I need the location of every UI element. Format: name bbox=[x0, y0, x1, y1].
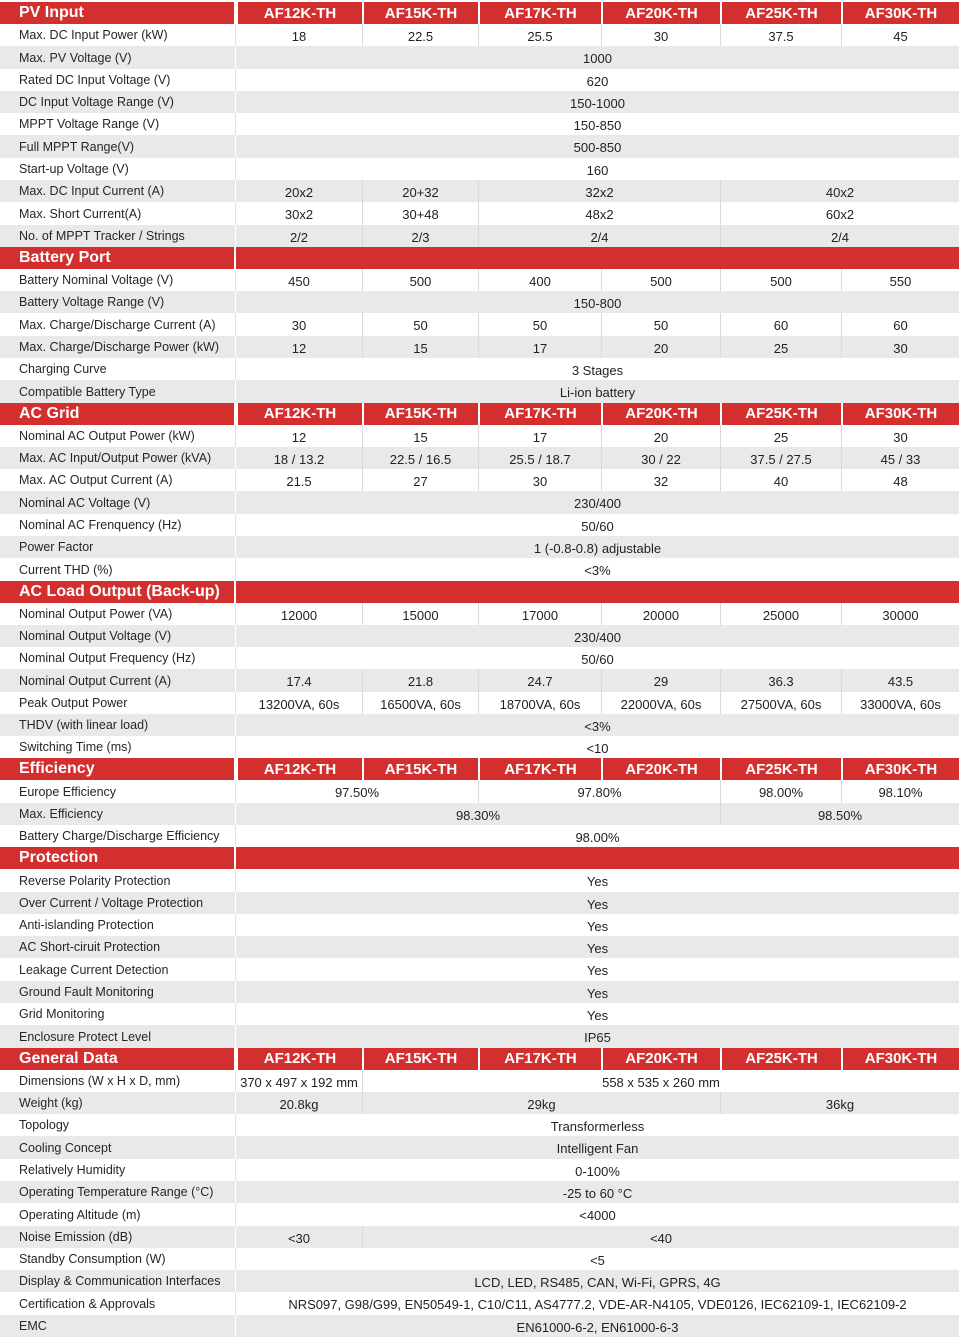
table-cell: <4000 bbox=[236, 1203, 959, 1226]
row-label: Weight (kg) bbox=[0, 1092, 236, 1114]
table-row bbox=[0, 647, 959, 669]
row-label: Max. PV Voltage (V) bbox=[0, 46, 236, 69]
table-row bbox=[0, 1181, 959, 1203]
row-label: Over Current / Voltage Protection bbox=[0, 892, 236, 914]
table-cell: 30 bbox=[601, 24, 720, 46]
section-title: Protection bbox=[0, 847, 236, 869]
table-row bbox=[0, 603, 959, 625]
row-label: Leakage Current Detection bbox=[0, 958, 236, 981]
row-label: Battery Voltage Range (V) bbox=[0, 291, 236, 313]
table-cell: LCD, LED, RS485, CAN, Wi-Fi, GPRS, 4G bbox=[236, 1270, 959, 1292]
table-cell: Yes bbox=[236, 981, 959, 1003]
table-cell: 150-850 bbox=[236, 113, 959, 135]
table-cell: 370 x 497 x 192 mm bbox=[236, 1070, 362, 1092]
table-cell: 20+32 bbox=[362, 180, 478, 202]
row-label: Max. Short Current(A) bbox=[0, 202, 236, 225]
table-cell: 20000 bbox=[601, 603, 720, 625]
model-header-af15k-th: AF15K-TH bbox=[362, 2, 478, 24]
table-cell: 500 bbox=[720, 269, 841, 291]
table-cell: Yes bbox=[236, 1003, 959, 1025]
model-header-af17k-th: AF17K-TH bbox=[478, 2, 601, 24]
table-cell: 18700VA, 60s bbox=[478, 692, 601, 714]
table-cell: 2/3 bbox=[362, 225, 478, 247]
model-header-af25k-th: AF25K-TH bbox=[720, 758, 841, 780]
table-cell: 25.5 bbox=[478, 24, 601, 46]
row-label: Display & Communication Interfaces bbox=[0, 1270, 236, 1292]
table-cell: 230/400 bbox=[236, 491, 959, 514]
row-label: Max. DC Input Power (kW) bbox=[0, 24, 236, 46]
table-row bbox=[0, 558, 959, 581]
table-cell: 620 bbox=[236, 69, 959, 91]
table-row bbox=[0, 1025, 959, 1048]
section-header-fill bbox=[236, 847, 959, 869]
table-cell: 98.30% bbox=[236, 803, 720, 825]
table-cell: 22.5 / 16.5 bbox=[362, 447, 478, 469]
row-label: Operating Temperature Range (°C) bbox=[0, 1181, 236, 1203]
row-label: Peak Output Power bbox=[0, 692, 236, 714]
table-cell: 500-850 bbox=[236, 135, 959, 158]
table-cell: 18 / 13.2 bbox=[236, 447, 362, 469]
table-cell: 25.5 / 18.7 bbox=[478, 447, 601, 469]
table-cell: 550 bbox=[841, 269, 959, 291]
table-row bbox=[0, 714, 959, 736]
table-cell: 27500VA, 60s bbox=[720, 692, 841, 714]
table-row bbox=[0, 1226, 959, 1248]
table-cell: 30 bbox=[841, 425, 959, 447]
table-cell: 32 bbox=[601, 469, 720, 491]
table-row bbox=[0, 869, 959, 892]
table-cell: <10 bbox=[236, 736, 959, 758]
table-cell: 45 / 33 bbox=[841, 447, 959, 469]
row-label: EMC bbox=[0, 1315, 236, 1337]
section-title: AC Load Output (Back-up) bbox=[0, 581, 236, 603]
table-cell: 12 bbox=[236, 336, 362, 358]
section-title: PV Input bbox=[0, 2, 236, 24]
table-cell: 160 bbox=[236, 158, 959, 180]
row-label: Standby Consumption (W) bbox=[0, 1248, 236, 1270]
table-cell: 60 bbox=[720, 313, 841, 336]
table-row bbox=[0, 1092, 959, 1114]
table-cell: 37.5 / 27.5 bbox=[720, 447, 841, 469]
model-header-af20k-th: AF20K-TH bbox=[601, 403, 720, 425]
table-cell: 43.5 bbox=[841, 669, 959, 692]
row-label: MPPT Voltage Range (V) bbox=[0, 113, 236, 135]
table-cell: 97.50% bbox=[236, 780, 478, 803]
model-header-af30k-th: AF30K-TH bbox=[841, 758, 959, 780]
table-cell: 36.3 bbox=[720, 669, 841, 692]
section-header-ac-load-output-back-up bbox=[0, 581, 959, 603]
table-row bbox=[0, 380, 959, 403]
table-cell: 37.5 bbox=[720, 24, 841, 46]
section-header-fill bbox=[236, 247, 959, 269]
table-row bbox=[0, 291, 959, 313]
section-title: General Data bbox=[0, 1048, 236, 1070]
table-cell: 30000 bbox=[841, 603, 959, 625]
table-cell: 17 bbox=[478, 336, 601, 358]
table-row bbox=[0, 1203, 959, 1226]
model-header-af17k-th: AF17K-TH bbox=[478, 403, 601, 425]
section-header-general-data bbox=[0, 1048, 959, 1070]
table-cell: 21.5 bbox=[236, 469, 362, 491]
table-cell: <3% bbox=[236, 714, 959, 736]
table-cell: 45 bbox=[841, 24, 959, 46]
table-cell: 30 bbox=[841, 336, 959, 358]
table-row bbox=[0, 225, 959, 247]
table-cell: 1 (-0.8-0.8) adjustable bbox=[236, 536, 959, 558]
table-cell: <3% bbox=[236, 558, 959, 581]
table-cell: 400 bbox=[478, 269, 601, 291]
table-cell: 30x2 bbox=[236, 202, 362, 225]
table-cell: 25000 bbox=[720, 603, 841, 625]
table-cell: 50 bbox=[601, 313, 720, 336]
table-cell: 15 bbox=[362, 425, 478, 447]
table-cell: 15 bbox=[362, 336, 478, 358]
model-header-af30k-th: AF30K-TH bbox=[841, 1048, 959, 1070]
table-cell: 98.00% bbox=[236, 825, 959, 847]
table-row bbox=[0, 1136, 959, 1159]
table-row bbox=[0, 425, 959, 447]
row-label: Max. AC Input/Output Power (kVA) bbox=[0, 447, 236, 469]
table-cell: Yes bbox=[236, 869, 959, 892]
table-cell: 33000VA, 60s bbox=[841, 692, 959, 714]
table-cell: 25 bbox=[720, 425, 841, 447]
table-cell: 17 bbox=[478, 425, 601, 447]
table-cell: 12000 bbox=[236, 603, 362, 625]
row-label: Nominal Output Voltage (V) bbox=[0, 625, 236, 647]
table-row bbox=[0, 1159, 959, 1181]
row-label: Nominal Output Frequency (Hz) bbox=[0, 647, 236, 669]
table-cell: 20x2 bbox=[236, 180, 362, 202]
table-row bbox=[0, 336, 959, 358]
model-header-af12k-th: AF12K-TH bbox=[236, 758, 362, 780]
table-cell: 98.50% bbox=[720, 803, 959, 825]
row-label: Max. AC Output Current (A) bbox=[0, 469, 236, 491]
row-label: Max. Efficiency bbox=[0, 803, 236, 825]
row-label: Rated DC Input Voltage (V) bbox=[0, 69, 236, 91]
model-header-af20k-th: AF20K-TH bbox=[601, 1048, 720, 1070]
model-header-af15k-th: AF15K-TH bbox=[362, 758, 478, 780]
section-header-battery-port bbox=[0, 247, 959, 269]
row-label: Ground Fault Monitoring bbox=[0, 981, 236, 1003]
model-header-af15k-th: AF15K-TH bbox=[362, 403, 478, 425]
table-cell: 50 bbox=[478, 313, 601, 336]
table-cell: 17.4 bbox=[236, 669, 362, 692]
table-row bbox=[0, 202, 959, 225]
table-row bbox=[0, 1003, 959, 1025]
row-label: Operating Altitude (m) bbox=[0, 1203, 236, 1226]
model-header-af20k-th: AF20K-TH bbox=[601, 758, 720, 780]
model-header-af20k-th: AF20K-TH bbox=[601, 2, 720, 24]
row-label: Reverse Polarity Protection bbox=[0, 869, 236, 892]
row-label: Nominal AC Output Power (kW) bbox=[0, 425, 236, 447]
table-row bbox=[0, 113, 959, 135]
table-cell: 25 bbox=[720, 336, 841, 358]
table-row bbox=[0, 24, 959, 46]
row-label: Power Factor bbox=[0, 536, 236, 558]
table-cell: 98.10% bbox=[841, 780, 959, 803]
section-header-ac-grid bbox=[0, 403, 959, 425]
row-label: Current THD (%) bbox=[0, 558, 236, 581]
table-row bbox=[0, 825, 959, 847]
table-cell: 24.7 bbox=[478, 669, 601, 692]
section-header-protection bbox=[0, 847, 959, 869]
table-row bbox=[0, 736, 959, 758]
table-cell: 40x2 bbox=[720, 180, 959, 202]
section-title: AC Grid bbox=[0, 403, 236, 425]
row-label: Switching Time (ms) bbox=[0, 736, 236, 758]
table-cell: Yes bbox=[236, 958, 959, 981]
table-cell: 3 Stages bbox=[236, 358, 959, 380]
table-cell: 12 bbox=[236, 425, 362, 447]
model-header-af25k-th: AF25K-TH bbox=[720, 403, 841, 425]
table-cell: 13200VA, 60s bbox=[236, 692, 362, 714]
section-title: Battery Port bbox=[0, 247, 236, 269]
table-cell: 2/2 bbox=[236, 225, 362, 247]
table-cell: <40 bbox=[362, 1226, 959, 1248]
table-row bbox=[0, 1270, 959, 1292]
table-cell: Intelligent Fan bbox=[236, 1136, 959, 1159]
row-label: Enclosure Protect Level bbox=[0, 1025, 236, 1048]
table-cell: 60 bbox=[841, 313, 959, 336]
model-header-af17k-th: AF17K-TH bbox=[478, 1048, 601, 1070]
table-cell: 500 bbox=[601, 269, 720, 291]
row-label: THDV (with linear load) bbox=[0, 714, 236, 736]
table-row bbox=[0, 625, 959, 647]
row-label: Certification & Approvals bbox=[0, 1292, 236, 1315]
table-row bbox=[0, 669, 959, 692]
table-row bbox=[0, 69, 959, 91]
row-label: Compatible Battery Type bbox=[0, 380, 236, 403]
table-cell: 30+48 bbox=[362, 202, 478, 225]
table-cell: Li-ion battery bbox=[236, 380, 959, 403]
section-header-pv-input bbox=[0, 2, 959, 24]
row-label: Max. Charge/Discharge Current (A) bbox=[0, 313, 236, 336]
model-header-af30k-th: AF30K-TH bbox=[841, 2, 959, 24]
row-label: Max. DC Input Current (A) bbox=[0, 180, 236, 202]
row-label: Nominal AC Frenquency (Hz) bbox=[0, 514, 236, 536]
table-cell: <30 bbox=[236, 1226, 362, 1248]
section-header-fill bbox=[236, 581, 959, 603]
table-cell: 60x2 bbox=[720, 202, 959, 225]
table-row bbox=[0, 1114, 959, 1136]
table-cell: 150-1000 bbox=[236, 91, 959, 113]
table-cell: 30 bbox=[236, 313, 362, 336]
table-row bbox=[0, 180, 959, 202]
table-row bbox=[0, 1292, 959, 1315]
table-cell: 48x2 bbox=[478, 202, 720, 225]
table-cell: NRS097, G98/G99, EN50549-1, C10/C11, AS4777.2, VDE-AR-N4105, VDE0126, IEC62109-1, IEC62109-2 bbox=[236, 1292, 959, 1315]
table-cell: Yes bbox=[236, 892, 959, 914]
table-row bbox=[0, 780, 959, 803]
row-label: Battery Nominal Voltage (V) bbox=[0, 269, 236, 291]
table-row bbox=[0, 313, 959, 336]
table-cell: 50/60 bbox=[236, 514, 959, 536]
table-row bbox=[0, 135, 959, 158]
table-cell: EN61000-6-2, EN61000-6-3 bbox=[236, 1315, 959, 1337]
row-label: Relatively Humidity bbox=[0, 1159, 236, 1181]
model-header-af12k-th: AF12K-TH bbox=[236, 403, 362, 425]
table-row bbox=[0, 469, 959, 491]
table-cell: 18 bbox=[236, 24, 362, 46]
row-label: Anti-islanding Protection bbox=[0, 914, 236, 936]
section-header-efficiency bbox=[0, 758, 959, 780]
row-label: Full MPPT Range(V) bbox=[0, 135, 236, 158]
table-cell: 32x2 bbox=[478, 180, 720, 202]
table-cell: 21.8 bbox=[362, 669, 478, 692]
table-row bbox=[0, 91, 959, 113]
section-title: Efficiency bbox=[0, 758, 236, 780]
table-row bbox=[0, 514, 959, 536]
row-label: Nominal Output Current (A) bbox=[0, 669, 236, 692]
table-cell: 20 bbox=[601, 425, 720, 447]
table-cell: 150-800 bbox=[236, 291, 959, 313]
row-label: Nominal Output Power (VA) bbox=[0, 603, 236, 625]
model-header-af17k-th: AF17K-TH bbox=[478, 758, 601, 780]
table-cell: Yes bbox=[236, 914, 959, 936]
model-header-af15k-th: AF15K-TH bbox=[362, 1048, 478, 1070]
table-cell: 36kg bbox=[720, 1092, 959, 1114]
row-label: Europe Efficiency bbox=[0, 780, 236, 803]
table-cell: 50/60 bbox=[236, 647, 959, 669]
table-cell: Transformerless bbox=[236, 1114, 959, 1136]
row-label: AC Short-ciruit Protection bbox=[0, 936, 236, 958]
table-cell: -25 to 60 °C bbox=[236, 1181, 959, 1203]
table-row bbox=[0, 158, 959, 180]
table-cell: <5 bbox=[236, 1248, 959, 1270]
table-cell: 450 bbox=[236, 269, 362, 291]
table-row bbox=[0, 958, 959, 981]
table-cell: 50 bbox=[362, 313, 478, 336]
table-cell: 22.5 bbox=[362, 24, 478, 46]
table-cell: 97.80% bbox=[478, 780, 720, 803]
table-cell: 1000 bbox=[236, 46, 959, 69]
row-label: Start-up Voltage (V) bbox=[0, 158, 236, 180]
table-cell: IP65 bbox=[236, 1025, 959, 1048]
row-label: Nominal AC Voltage (V) bbox=[0, 491, 236, 514]
table-row bbox=[0, 803, 959, 825]
row-label: DC Input Voltage Range (V) bbox=[0, 91, 236, 113]
table-cell: 230/400 bbox=[236, 625, 959, 647]
table-cell: 40 bbox=[720, 469, 841, 491]
row-label: Max. Charge/Discharge Power (kW) bbox=[0, 336, 236, 358]
table-row bbox=[0, 936, 959, 958]
table-row bbox=[0, 892, 959, 914]
row-label: Noise Emission (dB) bbox=[0, 1226, 236, 1248]
table-cell: 20.8kg bbox=[236, 1092, 362, 1114]
table-row bbox=[0, 358, 959, 380]
row-label: Grid Monitoring bbox=[0, 1003, 236, 1025]
table-cell: 30 bbox=[478, 469, 601, 491]
table-cell: 17000 bbox=[478, 603, 601, 625]
model-header-af30k-th: AF30K-TH bbox=[841, 403, 959, 425]
table-row bbox=[0, 981, 959, 1003]
table-row bbox=[0, 447, 959, 469]
table-cell: 27 bbox=[362, 469, 478, 491]
table-cell: 48 bbox=[841, 469, 959, 491]
table-row bbox=[0, 1070, 959, 1092]
model-header-af12k-th: AF12K-TH bbox=[236, 1048, 362, 1070]
table-row bbox=[0, 269, 959, 291]
table-cell: 2/4 bbox=[720, 225, 959, 247]
row-label: No. of MPPT Tracker / Strings bbox=[0, 225, 236, 247]
table-row bbox=[0, 914, 959, 936]
model-header-af12k-th: AF12K-TH bbox=[236, 2, 362, 24]
table-row bbox=[0, 536, 959, 558]
table-row bbox=[0, 491, 959, 514]
table-cell: 29kg bbox=[362, 1092, 720, 1114]
table-cell: 22000VA, 60s bbox=[601, 692, 720, 714]
table-cell: 558 x 535 x 260 mm bbox=[362, 1070, 959, 1092]
table-row bbox=[0, 1248, 959, 1270]
table-cell: 0-100% bbox=[236, 1159, 959, 1181]
table-row bbox=[0, 1315, 959, 1337]
row-label: Cooling Concept bbox=[0, 1136, 236, 1159]
table-cell: 20 bbox=[601, 336, 720, 358]
row-label: Dimensions (W x H x D, mm) bbox=[0, 1070, 236, 1092]
table-cell: 30 / 22 bbox=[601, 447, 720, 469]
table-cell: Yes bbox=[236, 936, 959, 958]
table-cell: 15000 bbox=[362, 603, 478, 625]
row-label: Charging Curve bbox=[0, 358, 236, 380]
table-row bbox=[0, 692, 959, 714]
model-header-af25k-th: AF25K-TH bbox=[720, 1048, 841, 1070]
table-row bbox=[0, 46, 959, 69]
table-cell: 29 bbox=[601, 669, 720, 692]
table-cell: 98.00% bbox=[720, 780, 841, 803]
table-cell: 500 bbox=[362, 269, 478, 291]
table-cell: 2/4 bbox=[478, 225, 720, 247]
row-label: Battery Charge/Discharge Efficiency bbox=[0, 825, 236, 847]
table-cell: 16500VA, 60s bbox=[362, 692, 478, 714]
model-header-af25k-th: AF25K-TH bbox=[720, 2, 841, 24]
row-label: Topology bbox=[0, 1114, 236, 1136]
